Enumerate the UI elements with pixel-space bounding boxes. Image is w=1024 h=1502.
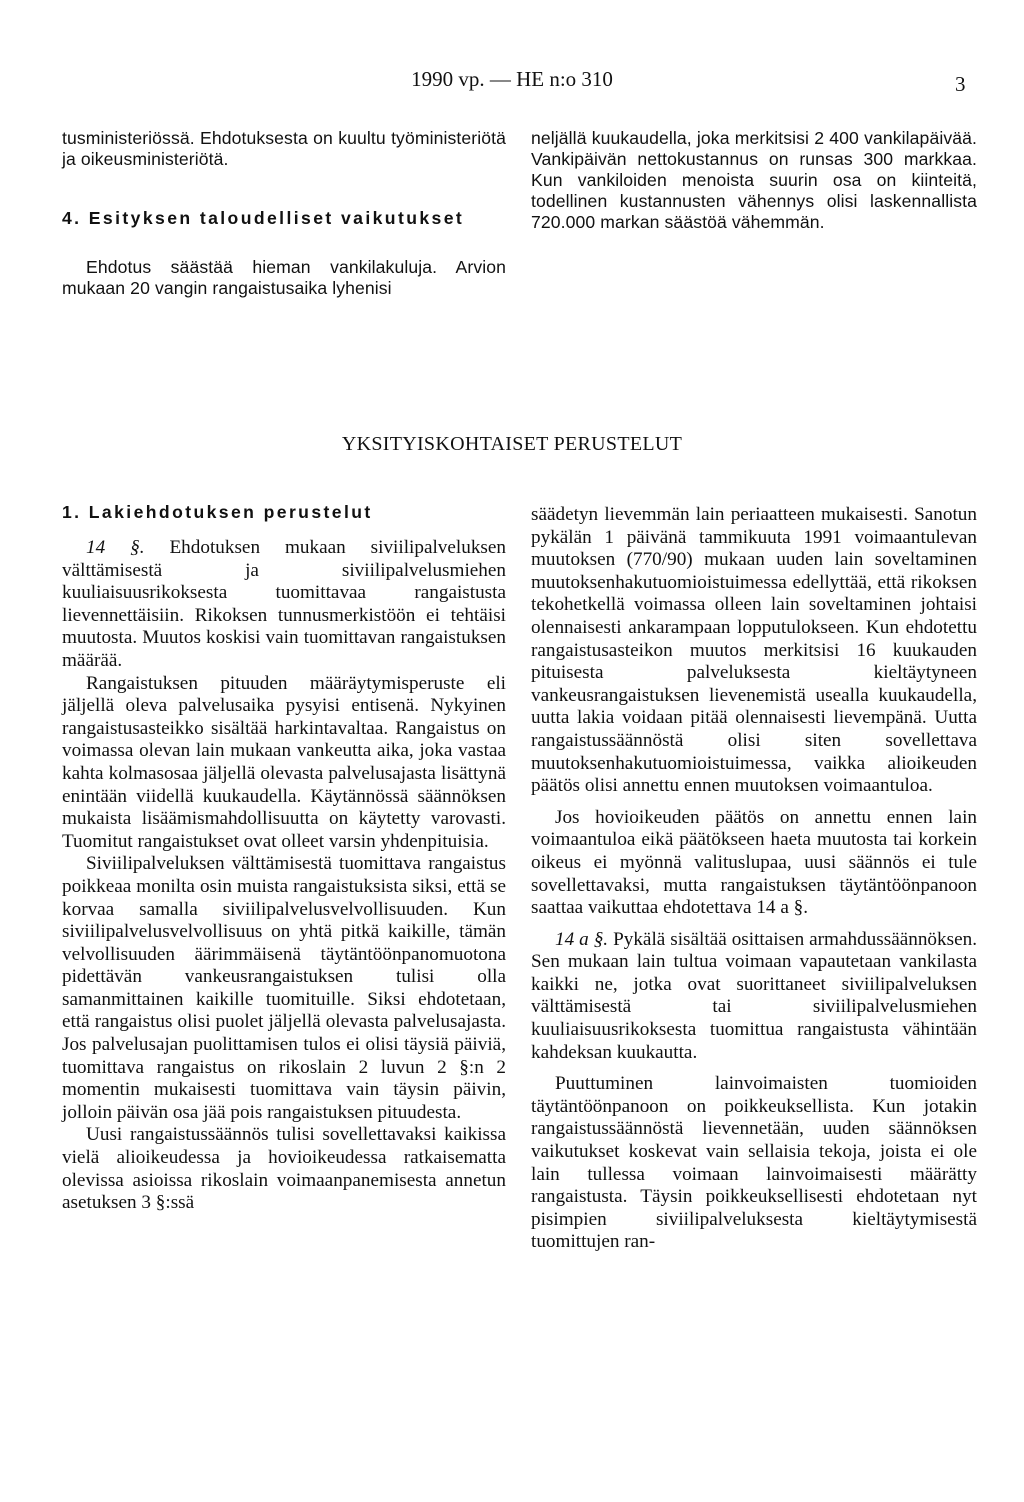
main-right-column [531,504,977,1254]
main-left-column [62,502,506,1215]
section-number: 4. [62,208,82,228]
section-heading [62,502,506,523]
section-ref: 14 §. [86,537,145,558]
paragraph: tusministeriössä. Ehdotuksesta on kuultu työministeriötä ja oikeusministeriötä. [62,128,506,169]
running-header: 1990 vp. — HE n:o 310 [411,67,613,91]
top-left-column [62,128,506,299]
paragraph: 14 a §. Pykälä sisältää osittaisen armahdussäännöksen. Sen mukaan lain tultua voimaan vapautetaan vankilasta kaikki ne, jotka ovat suorittaneet siviilipalveluksen välttämisestä tai siviilipalvelusmiehen kuuliaisuusrikoksesta tuomittua rangaistusta vähintään kahdeksan kuukautta. [531,928,977,1063]
paragraph: 14 §. Ehdotuksen mukaan siviilipalveluksen välttämisestä ja siviilipalvelusmiehen kuuliaisuusrikoksesta tuomittavaa rangaistusta lievennettäisiin. Rikoksen tunnusmerkistöön ei tehtäisi muutosta. Muutos koskisi vain tuomittavan rangaistuksen määrää. [62,537,507,671]
main-title: YKSITYISKOHTAISET PERUSTELUT [341,433,683,455]
section-number: 1. [62,502,82,522]
page-number: 3 [955,72,966,96]
section-ref: 14 a §. [555,928,609,950]
section-heading [62,208,506,229]
paragraph: neljällä kuukaudella, joka merkitsisi 2 400 vankilapäivää. Vankipäivän nettokustannus on runsas 300 markkaa. Kun vankiloiden menoista suurin osa on kiinteitä, todellinen kustannusten vähennys olisi laskennallista 720.000 markan säästöä vähemmän. [531,128,977,232]
paragraph: Siviilipalveluksen välttämisestä tuomittava rangaistus poikkeaa monilta osin muista rangaistuksista siksi, että se korvaa samalla siviilipalvelusvelvollisuuden. Kun siviilipalvelusvelvollisuus on yhtä pitkä kaikille, tämän velvollisuuden äärimmäisenä täytäntöönpanomuotona pidettävän vankeusrangaistuksen tulisi olla samanmittainen kaikille tuomituille. Siksi ehdotetaan, että rangaistus olisi puolet jäljellä olevasta palvelusajasta. Jos palvelusajan puolittamisen tulos ei olisi täysiä päiviä, tuomittava rangaistus on rikoslain 2 luvun 2 §:n 2 momentin mukaisesti tuomittava vain täysin päivin, jolloin päivän osa jää pois rangaistuksen pituudesta. [62,853,506,1123]
paragraph: Puuttuminen lainvoimaisten tuomioiden täytäntöönpanoon on poikkeuksellista. Kun jotakin rangaistussäännöstä lievennetään, uuden säännöksen vaikutukset koskevat vain sellaisia tekoja, joista ei ole lain tullessa voimaan lainvoimaisesti määrätty rangaistusta. Täysin poikkeuksellisesti ehdotetaan nyt pisimpien siviilipalveluksesta kieltäytymisestä tuomittujen ran- [531,1073,977,1253]
paragraph: säädetyn lievemmän lain periaatteen mukaisesti. Sanotun pykälän 1 päivänä tammikuuta 1991 voimaantulevan muutoksen (770/90) mukaan uuden lain soveltaminen muutoksenhakutuomioistuimessa edellyttää, että rikoksen tekohetkellä voimassa olleen lain soveltaminen johtaisi olennaisesti ankarampaan lopputulokseen. Kun ehdotettu rangaistusasteikon muutos merkitsisi 16 kuukauden pituisesta palveluksesta kieltäytyneen vankeusrangaistuksen lievenemistä usealla kuukaudella, uutta lakia voidaan pitää olennaisesti lievempänä. Uutta rangaistussäännöstä olisi siten sovellettava muutoksenhakutuomioistuimessa, vaikka alioikeuden päätös olisi annettu ennen muutoksen voimaantuloa. [531,504,977,797]
section-title: Esityksen taloudelliset vaikutukset [88,208,465,228]
section-title: Lakiehdotuksen perustelut [88,502,373,522]
paragraph: Jos hovioikeuden päätös on annettu ennen lain voimaantuloa eikä päätökseen haeta muutosta tai korkein oikeus ei myönnä valituslupaa, uusi säännös ei tule sovellettavaksi, mutta rangaistuksen täytäntöönpanoon saattaa vaikuttaa ehdotettava 14 a §. [531,806,977,919]
top-right-column [531,128,977,233]
paragraph: Ehdotus säästää hieman vankilakuluja. Arvion mukaan 20 vangin rangaistusaika lyhenisi [62,257,506,298]
paragraph: Uusi rangaistussäännös tulisi sovellettavaksi kaikissa vielä alioikeudessa ja hovioikeudessa ratkaisematta olevissa asioissa rikoslain voimaanpanemisesta annetun asetuksen 3 §:ssä [62,1124,506,1214]
paragraph: Rangaistuksen pituuden määräytymisperuste eli jäljellä oleva palvelusaika pysyisi entisenä. Nykyinen rangaistusasteikko sisältää harkintavaltaa. Rangaistus on voimassa olevan lain mukaan vankeutta aika, joka vastaa kahta kolmasosaa jäljellä olevasta palvelusajasta lisättynä enintään viidellä kuukaudella. Käytännössä säännöksen mukaista lisäämismahdollisuutta on käytetty varovasti. Tuomitut rangaistukset ovat olleet varsin yhdenpituisia. [62,672,506,852]
